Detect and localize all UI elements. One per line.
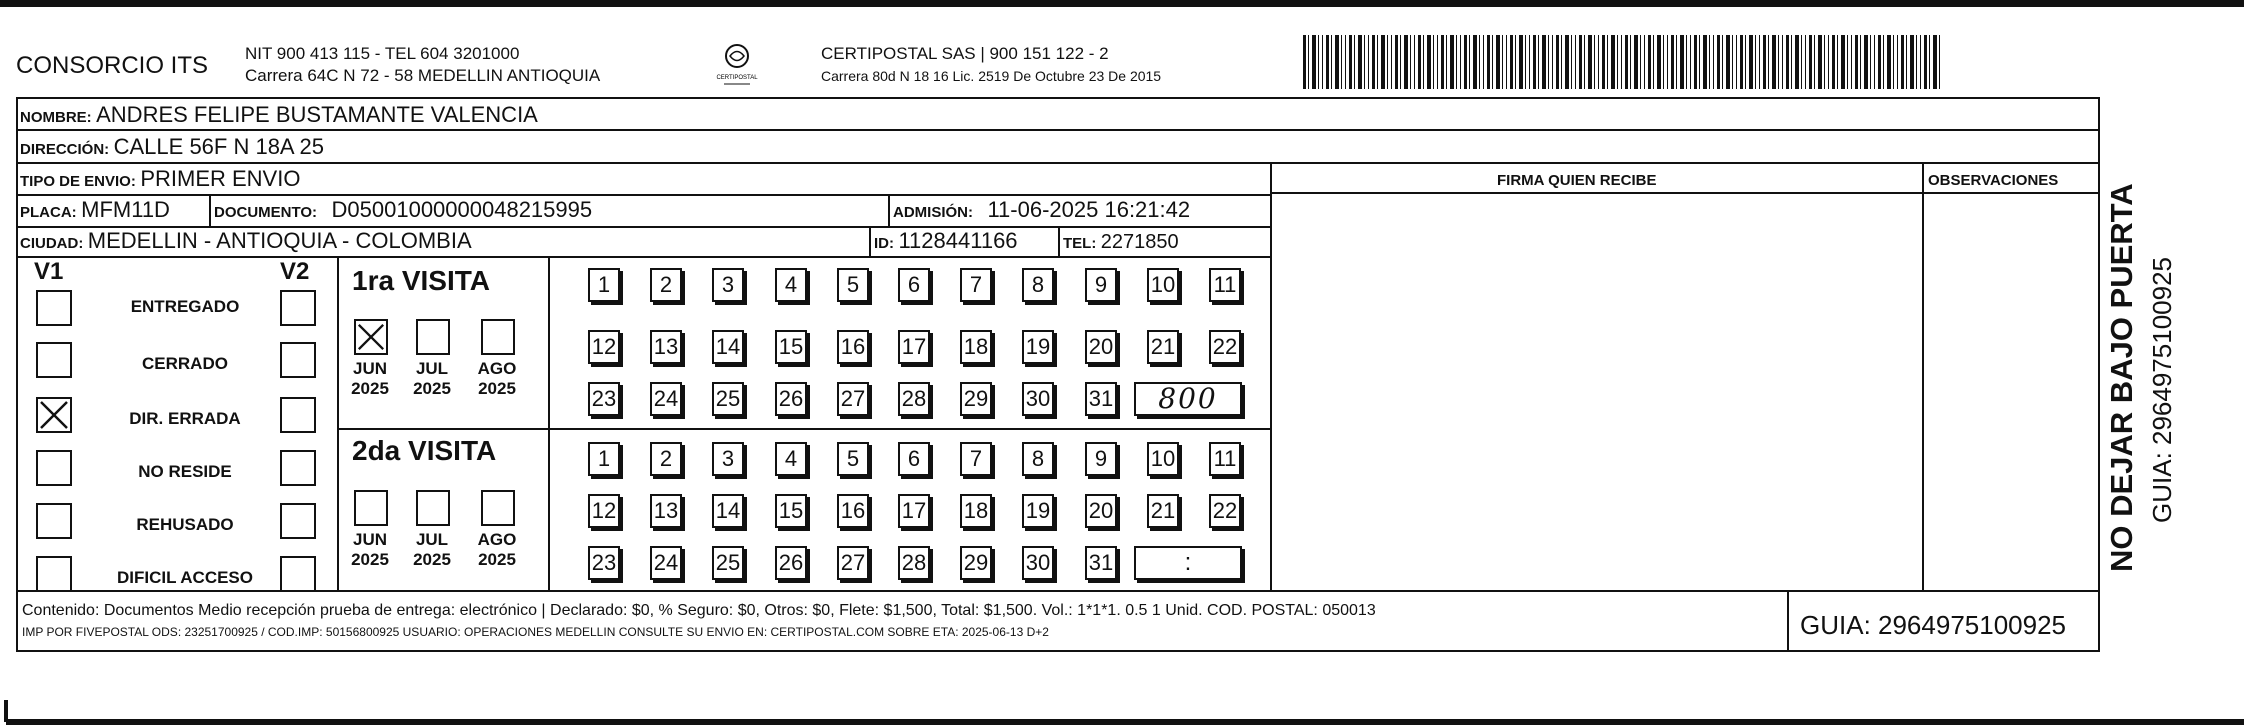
day-box[interactable]: 14 — [712, 494, 744, 528]
day-box[interactable]: 27 — [837, 546, 869, 580]
id-value: 1128441166 — [898, 228, 1018, 253]
firma-header: FIRMA QUIEN RECIBE — [1497, 172, 1657, 189]
ciudad-value: MEDELLIN - ANTIOQUIA - COLOMBIA — [87, 228, 472, 253]
day-box[interactable]: 1 — [588, 268, 620, 302]
day-box[interactable]: 24 — [650, 546, 682, 580]
day-box[interactable]: 8 — [1022, 268, 1054, 302]
day-box[interactable]: 28 — [898, 382, 930, 416]
day-box[interactable]: 25 — [712, 382, 744, 416]
month-checkbox[interactable] — [354, 490, 388, 526]
day-box[interactable]: 26 — [775, 382, 807, 416]
tipo-envio-label: TIPO DE ENVIO: — [20, 173, 136, 190]
month-checkbox[interactable] — [481, 490, 515, 526]
day-box[interactable]: 4 — [775, 442, 807, 476]
day-box[interactable]: 15 — [775, 330, 807, 364]
day-box[interactable]: 18 — [960, 494, 992, 528]
v2-header: V2 — [280, 258, 310, 285]
status-option-label: CERRADO — [142, 354, 228, 373]
day-box[interactable]: 22 — [1209, 494, 1241, 528]
day-box[interactable]: 10 — [1147, 268, 1179, 302]
day-box[interactable]: 23 — [588, 546, 620, 580]
no-dejar-bajo-puerta: NO DEJAR BAJO PUERTA — [2104, 183, 2139, 572]
time-box[interactable]: 800 — [1134, 382, 1242, 416]
day-box[interactable]: 19 — [1022, 494, 1054, 528]
day-box[interactable]: 6 — [898, 268, 930, 302]
tipo-envio-value: PRIMER ENVIO — [140, 166, 301, 191]
carrier-name: CERTIPOSTAL SAS | 900 151 122 - 2 — [821, 44, 1109, 63]
direccion-label: DIRECCIÓN: — [20, 141, 110, 158]
nombre-value: ANDRES FELIPE BUSTAMANTE VALENCIA — [96, 102, 538, 127]
observaciones-header: OBSERVACIONES — [1928, 172, 2059, 189]
day-box[interactable]: 5 — [837, 268, 869, 302]
day-box[interactable]: 3 — [712, 442, 744, 476]
day-box[interactable]: 29 — [960, 546, 992, 580]
day-box[interactable]: 25 — [712, 546, 744, 580]
placa-label: PLACA: — [20, 204, 77, 221]
side-guia: GUIA: 2964975100925 — [2147, 257, 2177, 523]
company-name: CONSORCIO ITS — [16, 52, 209, 79]
day-box[interactable]: 29 — [960, 382, 992, 416]
day-box[interactable]: 19 — [1022, 330, 1054, 364]
day-box[interactable]: 12 — [588, 494, 620, 528]
barcode — [1303, 35, 1941, 89]
top-border — [0, 0, 2244, 7]
day-box[interactable]: 17 — [898, 330, 930, 364]
day-box[interactable]: 31 — [1085, 382, 1117, 416]
v2-checkbox[interactable] — [280, 342, 316, 378]
day-box[interactable]: 30 — [1022, 546, 1054, 580]
v1-checkbox[interactable] — [36, 342, 72, 378]
bottom-border — [6, 719, 2244, 725]
month-label: JUL 2025 — [413, 530, 451, 569]
day-box[interactable]: 23 — [588, 382, 620, 416]
month-label: AGO 2025 — [477, 530, 517, 569]
direccion-value: CALLE 56F N 18A 25 — [113, 134, 324, 159]
day-box[interactable]: 9 — [1085, 268, 1117, 302]
day-box[interactable]: 6 — [898, 442, 930, 476]
day-box[interactable]: 13 — [650, 330, 682, 364]
day-box[interactable]: 17 — [898, 494, 930, 528]
status-option-label: ENTREGADO — [130, 297, 240, 316]
admision-value: 11-06-2025 16:21:42 — [987, 197, 1191, 222]
month-checkbox[interactable] — [416, 490, 450, 526]
day-box[interactable]: 14 — [712, 330, 744, 364]
v1-checkbox[interactable] — [36, 450, 72, 486]
day-box[interactable]: 30 — [1022, 382, 1054, 416]
day-box[interactable]: 15 — [775, 494, 807, 528]
day-box[interactable]: 2 — [650, 268, 682, 302]
status-option-label: NO RESIDE — [138, 462, 232, 481]
status-option-label: REHUSADO — [136, 515, 234, 534]
documento-label: DOCUMENTO: — [214, 204, 318, 221]
day-box[interactable]: 26 — [775, 546, 807, 580]
day-box[interactable]: 18 — [960, 330, 992, 364]
day-box[interactable]: 21 — [1147, 494, 1179, 528]
day-box[interactable]: 20 — [1085, 330, 1117, 364]
carrier-address: Carrera 80d N 18 16 Lic. 2519 De Octubre 23 De 2015 — [821, 68, 1162, 84]
v1-checkbox[interactable] — [36, 290, 72, 326]
nombre-label: NOMBRE: — [20, 109, 92, 126]
time-box[interactable]: : — [1134, 546, 1242, 580]
day-box[interactable]: 3 — [712, 268, 744, 302]
v1-checkbox[interactable] — [36, 397, 72, 433]
month-checkbox[interactable] — [354, 319, 388, 355]
day-box[interactable]: 22 — [1209, 330, 1241, 364]
v2-checkbox[interactable] — [280, 556, 316, 592]
month-label: JUN 2025 — [351, 359, 389, 398]
company-nit: NIT 900 413 115 - TEL 604 3201000 — [245, 44, 520, 63]
v1-checkbox[interactable] — [36, 556, 72, 592]
day-box[interactable]: 9 — [1085, 442, 1117, 476]
month-checkbox[interactable] — [481, 319, 515, 355]
placa-value: MFM11D — [81, 197, 170, 222]
day-box[interactable]: 2 — [650, 442, 682, 476]
day-box[interactable]: 24 — [650, 382, 682, 416]
day-box[interactable]: 4 — [775, 268, 807, 302]
month-checkbox[interactable] — [416, 319, 450, 355]
day-box[interactable]: 1 — [588, 442, 620, 476]
day-box[interactable]: 12 — [588, 330, 620, 364]
imp-text: IMP POR FIVEPOSTAL ODS: 23251700925 / COD.IMP: 50156800925 USUARIO: OPERACIONES MEDELLIN CONSULTE SU ENVIO EN: CERTIPOSTAL.COM SOBRE ETA: 2025-06-13 D+2 — [22, 625, 1049, 639]
day-box[interactable]: 21 — [1147, 330, 1179, 364]
tel-value: 2271850 — [1100, 231, 1179, 253]
status-option-label: DIFICIL ACCESO — [116, 568, 253, 587]
v2-checkbox[interactable] — [280, 397, 316, 433]
day-box[interactable]: 7 — [960, 268, 992, 302]
day-box[interactable]: 11 — [1209, 442, 1241, 476]
tel-label: TEL: — [1063, 235, 1097, 252]
day-box[interactable]: 31 — [1085, 546, 1117, 580]
second-visit-title: 2da VISITA — [352, 435, 497, 466]
company-address: Carrera 64C N 72 - 58 MEDELLIN ANTIOQUIA — [245, 66, 601, 85]
contenido-text: Contenido: Documentos Medio recepción prueba de entrega: electrónico | Declarado: $0, % Seguro: $0, Otros: $0, Flete: $1,500, Total: $1,500. Vol.: 1*1*1. 0.5 1 Unid. COD. POSTAL: 050013 — [22, 602, 1376, 619]
month-label: JUL 2025 — [413, 359, 451, 398]
certipostal-logo — [716, 41, 758, 87]
footer-guia: GUIA: 2964975100925 — [1800, 610, 2066, 640]
month-label: JUN 2025 — [351, 530, 389, 569]
day-box[interactable]: 13 — [650, 494, 682, 528]
day-box[interactable]: 16 — [837, 494, 869, 528]
day-box[interactable]: 20 — [1085, 494, 1117, 528]
ciudad-label: CIUDAD: — [20, 235, 84, 252]
status-option-label: DIR. ERRADA — [129, 409, 241, 428]
month-label: AGO 2025 — [477, 359, 517, 398]
day-box[interactable]: 8 — [1022, 442, 1054, 476]
day-box[interactable]: 5 — [837, 442, 869, 476]
day-box[interactable]: 7 — [960, 442, 992, 476]
guide-form — [16, 97, 2100, 652]
day-box[interactable]: 16 — [837, 330, 869, 364]
day-box[interactable]: 11 — [1209, 268, 1241, 302]
first-visit-title: 1ra VISITA — [352, 265, 490, 296]
admision-label: ADMISIÓN: — [893, 204, 973, 221]
v2-checkbox[interactable] — [280, 290, 316, 326]
v2-checkbox[interactable] — [280, 450, 316, 486]
v1-checkbox[interactable] — [36, 503, 72, 539]
v2-checkbox[interactable] — [280, 503, 316, 539]
v1-header: V1 — [34, 258, 64, 285]
documento-value: D05001000000048215995 — [331, 197, 593, 222]
id-label: ID: — [874, 235, 894, 252]
day-box[interactable]: 10 — [1147, 442, 1179, 476]
day-box[interactable]: 28 — [898, 546, 930, 580]
logo-text: CERTIPOSTAL — [716, 75, 758, 81]
day-box[interactable]: 27 — [837, 382, 869, 416]
